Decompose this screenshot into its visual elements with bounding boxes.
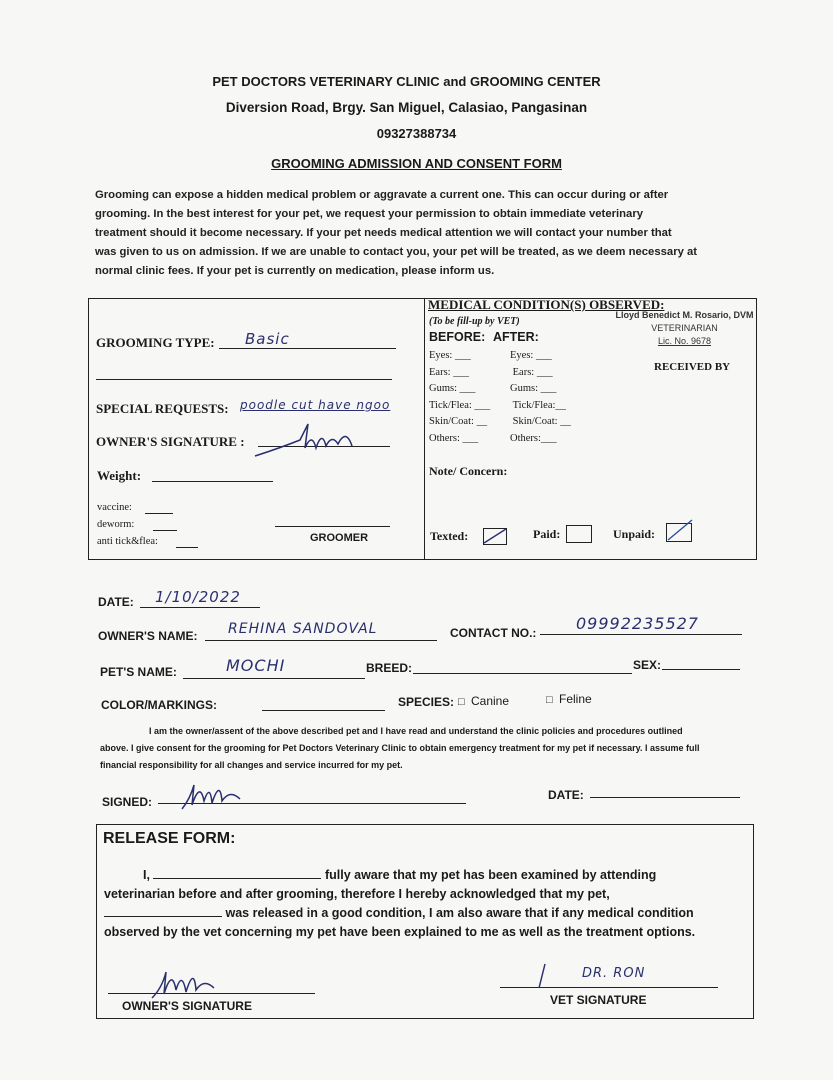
owner-signature-drawing xyxy=(250,418,360,460)
release-paragraph xyxy=(104,866,738,942)
signed-label: SIGNED: xyxy=(102,795,153,809)
texted-check-mark xyxy=(482,527,508,545)
note-label: Note/ Concern: xyxy=(429,464,508,478)
vet-license: Lic. No. 9678 xyxy=(657,336,712,346)
contact-line xyxy=(540,634,742,635)
release-line: observed by the vet concerning my pet have been explained to me as well as the treatment options. xyxy=(104,925,696,939)
pet-name-label: PET'S NAME: xyxy=(100,665,177,679)
canine-checkbox[interactable]: □ xyxy=(458,696,465,708)
release-line: veterinarian before and after grooming, therefore I hereby acknowledged that my pet, xyxy=(104,887,610,901)
date-value[interactable]: 1/10/2022 xyxy=(155,588,241,606)
vet-name: Lloyd Benedict M. Rosario, DVM xyxy=(615,310,754,320)
unpaid-check-mark xyxy=(664,518,694,542)
box-divider xyxy=(424,298,425,559)
owner-name-value[interactable]: REHINA SANDOVAL xyxy=(228,621,378,637)
clinic-name: PET DOCTORS VETERINARY CLINIC and GROOMING CENTER xyxy=(212,74,601,89)
vet-title: VETERINARIAN xyxy=(651,323,718,333)
clinic-phone: 09327388734 xyxy=(376,126,457,141)
before-row: Skin/Coat: __ xyxy=(429,416,488,427)
vet-signature-stroke xyxy=(535,962,555,990)
consent-date-line xyxy=(590,797,740,798)
date-line xyxy=(140,607,260,608)
pet-name-line xyxy=(183,678,365,679)
anti-tick-line xyxy=(176,547,198,548)
clinic-address: Diversion Road, Brgy. San Miguel, Calasiao, Pangasinan xyxy=(225,100,588,115)
feline-label: Feline xyxy=(559,692,592,706)
owner-signature-label-release: OWNER'S SIGNATURE xyxy=(122,999,252,1013)
after-list xyxy=(510,348,571,447)
special-requests-value[interactable]: poodle cut have ngoo xyxy=(240,398,391,412)
special-requests-label: SPECIAL REQUESTS: xyxy=(96,401,229,416)
consent-line: financial responsibility for all changes and service incurred for my pet. xyxy=(100,760,403,770)
feline-checkbox[interactable]: □ xyxy=(546,694,553,706)
before-row: Gums: ___ xyxy=(429,383,476,394)
intro-line: normal clinic fees. If your pet is currently on medication, please inform us. xyxy=(95,265,495,277)
unpaid-label: Unpaid: xyxy=(613,527,656,541)
before-row: Ears: ___ xyxy=(429,366,469,378)
texted-label: Texted: xyxy=(430,529,469,543)
grooming-type-line xyxy=(219,348,396,349)
vet-signature-handwritten: DR. RON xyxy=(582,966,646,981)
intro-line: was given to us on admission. If we are unable to contact you, your pet will be treated, as we deem necessary at xyxy=(95,246,698,258)
signed-signature-drawing xyxy=(180,775,250,815)
paid-label: Paid: xyxy=(533,527,561,541)
vet-stamp xyxy=(612,310,757,346)
before-row: Others: ___ xyxy=(429,432,479,444)
intro-line: treatment should it become necessary. If your pet needs medical attention we will contact your number that xyxy=(95,227,672,239)
received-by-label: RECEIVED BY xyxy=(654,361,731,373)
release-vet-sig-line xyxy=(500,987,718,988)
deworm-label: deworm: xyxy=(97,519,135,530)
after-row: Others:___ xyxy=(510,432,557,444)
consent-line: I am the owner/assent of the above described pet and I have read and understand the clinic policies and procedures outlined xyxy=(149,726,683,736)
grooming-type-value[interactable]: Basic xyxy=(245,330,290,348)
form-title: GROOMING ADMISSION AND CONSENT FORM xyxy=(271,156,562,171)
before-row: Tick/Flea: ___ xyxy=(429,399,491,411)
intro-line: grooming. In the best interest for your pet, we request your permission to obtain immediate veterinary xyxy=(95,208,644,220)
intro-paragraph xyxy=(95,186,740,281)
after-row: Gums: ___ xyxy=(510,383,557,394)
date-label: DATE: xyxy=(98,595,134,609)
color-label: COLOR/MARKINGS: xyxy=(101,698,217,712)
blank-line xyxy=(96,379,392,380)
consent-paragraph xyxy=(100,723,750,774)
canine-label: Canine xyxy=(471,694,510,708)
species-label: SPECIES: xyxy=(398,695,455,709)
release-line: was released in a good condition, I am also aware that if any medical condition xyxy=(104,904,738,923)
weight-line xyxy=(152,481,273,482)
medical-subtitle: (To be fill-up by VET) xyxy=(429,316,520,327)
before-list xyxy=(429,348,490,447)
after-row: Ears: ___ xyxy=(512,366,553,378)
groomer-label: GROOMER xyxy=(310,532,369,544)
release-title: RELEASE FORM: xyxy=(103,830,236,847)
pet-name-value[interactable]: MOCHI xyxy=(226,656,286,675)
after-row: Skin/Coat: __ xyxy=(512,416,571,427)
breed-line xyxy=(413,673,632,674)
sex-label: SEX: xyxy=(633,658,662,672)
vaccine-line xyxy=(145,513,173,514)
groomer-line xyxy=(275,526,390,527)
weight-label: Weight: xyxy=(97,468,142,483)
contact-label: CONTACT NO.: xyxy=(450,626,537,640)
grooming-type-label: GROOMING TYPE: xyxy=(96,335,215,350)
after-row: Eyes: ___ xyxy=(510,350,552,361)
owner-name-label: OWNER'S NAME: xyxy=(98,629,198,643)
breed-label: BREED: xyxy=(366,661,413,675)
release-line: I, fully aware that my pet has been examined by attending xyxy=(143,868,657,882)
after-label: AFTER: xyxy=(493,330,539,344)
before-label: BEFORE: xyxy=(429,330,486,344)
owner-name-line xyxy=(205,640,437,641)
paid-checkbox[interactable] xyxy=(566,525,592,543)
deworm-line xyxy=(153,530,177,531)
consent-date-label: DATE: xyxy=(548,788,584,802)
sex-line xyxy=(662,669,740,670)
after-row: Tick/Flea:__ xyxy=(512,399,566,411)
contact-value[interactable]: 09992235527 xyxy=(576,614,699,633)
medical-title: MEDICAL CONDITION(S) OBSERVED: xyxy=(428,297,665,312)
before-row: Eyes: ___ xyxy=(429,350,471,361)
vaccine-label: vaccine: xyxy=(97,502,132,513)
consent-line: above. I give consent for the grooming for Pet Doctors Veterinary Clinic to obtain emergency treatment for my pet if necessary. I assume full xyxy=(100,743,700,753)
color-line xyxy=(262,710,385,711)
vet-signature-label: VET SIGNATURE xyxy=(550,993,647,1007)
intro-line: Grooming can expose a hidden medical problem or aggravate a current one. This can occur during or after xyxy=(95,189,669,201)
owner-signature-label: OWNER'S SIGNATURE : xyxy=(96,434,245,449)
anti-tick-label: anti tick&flea: xyxy=(97,536,158,547)
